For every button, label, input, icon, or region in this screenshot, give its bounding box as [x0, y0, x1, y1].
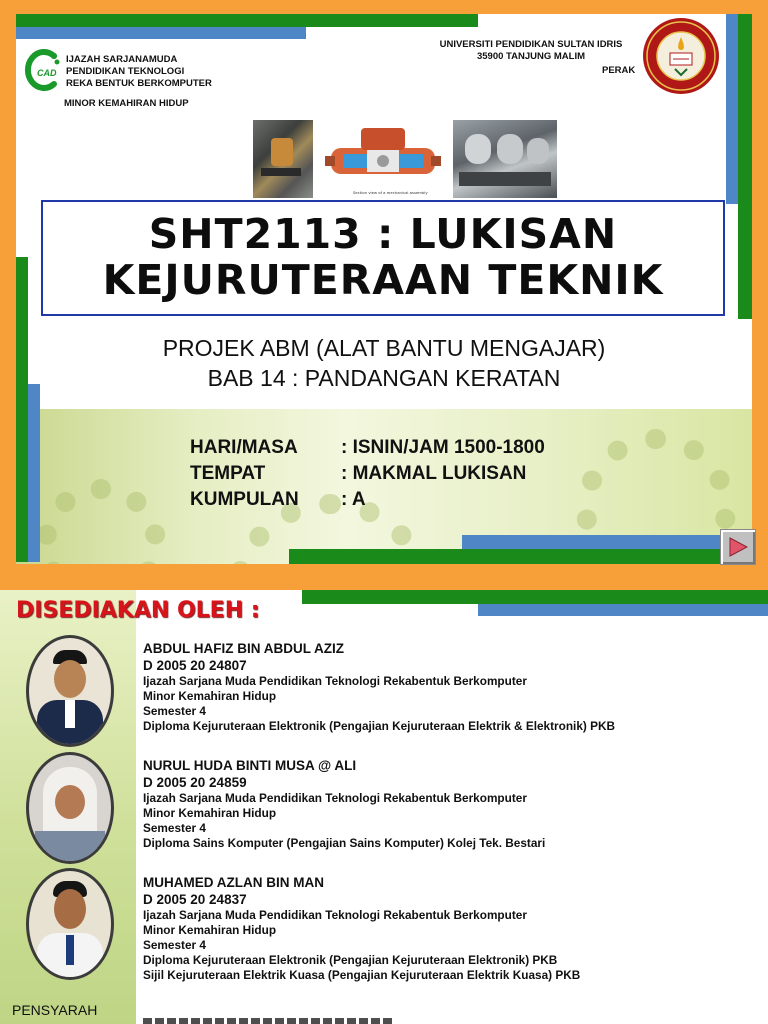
right-blue-bar: [726, 14, 738, 204]
info-value-day: : ISNIN/JAM 1500-1800: [341, 437, 545, 458]
course-title-box: [41, 200, 725, 316]
program-info: [66, 54, 212, 90]
prepared-by-heading: DISEDIAKAN OLEH :: [16, 598, 260, 623]
engine-manifold-photo: [453, 120, 557, 198]
university-seal: [642, 17, 720, 95]
section-view-drawing: [323, 120, 443, 198]
play-arrow-icon: [728, 537, 748, 557]
cad-logo: [24, 48, 64, 92]
preparer-detail: Minor Kemahiran Hidup: [143, 923, 277, 937]
gear-icon: [36, 479, 166, 564]
avatar: [26, 752, 114, 864]
info-label-group: KUMPULAN: [190, 489, 299, 510]
section-view-caption: Section view of a mechanical assembly: [353, 190, 428, 195]
right-green-bar: [738, 14, 752, 319]
top-green-bar: [16, 14, 478, 27]
preparer-detail: Diploma Kejuruteraan Elektronik (Pengajian Kejuruteraan Elektrik & Elektronik) PKB: [143, 719, 616, 733]
engineering-images: [253, 120, 558, 200]
program-minor: MINOR KEMAHIRAN HIDUP: [64, 98, 189, 109]
left-blue-bar: [28, 384, 40, 562]
info-label-day: HARI/MASA: [190, 437, 298, 458]
program-line: PENDIDIKAN TEKNOLOGI: [66, 66, 185, 77]
next-slide-button[interactable]: [720, 529, 756, 565]
preparer-detail: Minor Kemahiran Hidup: [143, 689, 277, 703]
slide-panel: [16, 14, 752, 564]
preparer-3: [143, 874, 763, 983]
preparer-detail: Diploma Kejuruteraan Elektronik (Pengajian Kejuruteraan Elektronik) PKB: [143, 953, 558, 967]
preparer-2: [143, 757, 763, 851]
preparer-detail: Semester 4: [143, 821, 206, 835]
preparers-slide: [0, 590, 768, 1024]
avatar: [26, 868, 114, 980]
left-green-bar: [16, 257, 28, 562]
preparer-detail: Ijazah Sarjana Muda Pendidikan Teknologi Rekabentuk Berkomputer: [143, 674, 527, 688]
project-title: PROJEK ABM (ALAT BANTU MENGAJAR): [162, 335, 606, 361]
university-state: PERAK: [602, 65, 636, 76]
program-line: REKA BENTUK BERKOMPUTER: [66, 78, 212, 89]
preparer-detail: Sijil Kejuruteraan Elektrik Kuasa (Pengajian Kejuruteraan Elektrik Kuasa) PKB: [143, 968, 581, 982]
top-green-bar-2: [302, 590, 768, 604]
info-label-place: TEMPAT: [190, 463, 266, 484]
preparer-id: D 2005 20 24859: [143, 775, 247, 790]
preparer-name: NURUL HUDA BINTI MUSA @ ALI: [143, 758, 357, 773]
preparer-detail: Semester 4: [143, 938, 206, 952]
bottom-green-bar: [289, 549, 752, 564]
cut-off-text: [143, 1018, 393, 1024]
preparer-detail: Semester 4: [143, 704, 206, 718]
preparer-1: [143, 640, 763, 734]
top-blue-bar-2: [478, 604, 768, 616]
info-value-group: : A: [341, 489, 366, 510]
preparer-name: MUHAMED AZLAN BIN MAN: [143, 875, 324, 890]
preparer-id: D 2005 20 24837: [143, 892, 247, 907]
cad-logo-text: CAD: [37, 68, 57, 78]
preparer-detail: Minor Kemahiran Hidup: [143, 806, 277, 820]
lecturer-label: PENSYARAH: [12, 1002, 98, 1018]
chapter-title: BAB 14 : PANDANGAN KERATAN: [207, 365, 561, 391]
info-value-place: : MAKMAL LUKISAN: [341, 463, 527, 484]
avatar: [26, 635, 114, 747]
bottom-blue-bar: [462, 535, 724, 549]
top-blue-bar: [16, 27, 306, 39]
course-title-line2: KEJURUTERAAN TEKNIK: [102, 256, 664, 304]
course-title-line1: SHT2113 : LUKISAN: [148, 210, 618, 258]
university-address: 35900 TANJUNG MALIM: [476, 51, 586, 62]
program-line: IJAZAH SARJANAMUDA: [66, 54, 178, 65]
preparer-detail: Diploma Sains Komputer (Pengajian Sains Komputer) Kolej Tek. Bestari: [143, 836, 546, 850]
engine-photo: [253, 120, 313, 198]
preparer-id: D 2005 20 24807: [143, 658, 247, 673]
preparer-detail: Ijazah Sarjana Muda Pendidikan Teknologi Rekabentuk Berkomputer: [143, 791, 527, 805]
university-info: [411, 39, 651, 63]
preparer-name: ABDUL HAFIZ BIN ABDUL AZIZ: [143, 641, 344, 656]
preparer-detail: Ijazah Sarjana Muda Pendidikan Teknologi Rekabentuk Berkomputer: [143, 908, 527, 922]
university-name: UNIVERSITI PENDIDIKAN SULTAN IDRIS: [439, 39, 623, 50]
